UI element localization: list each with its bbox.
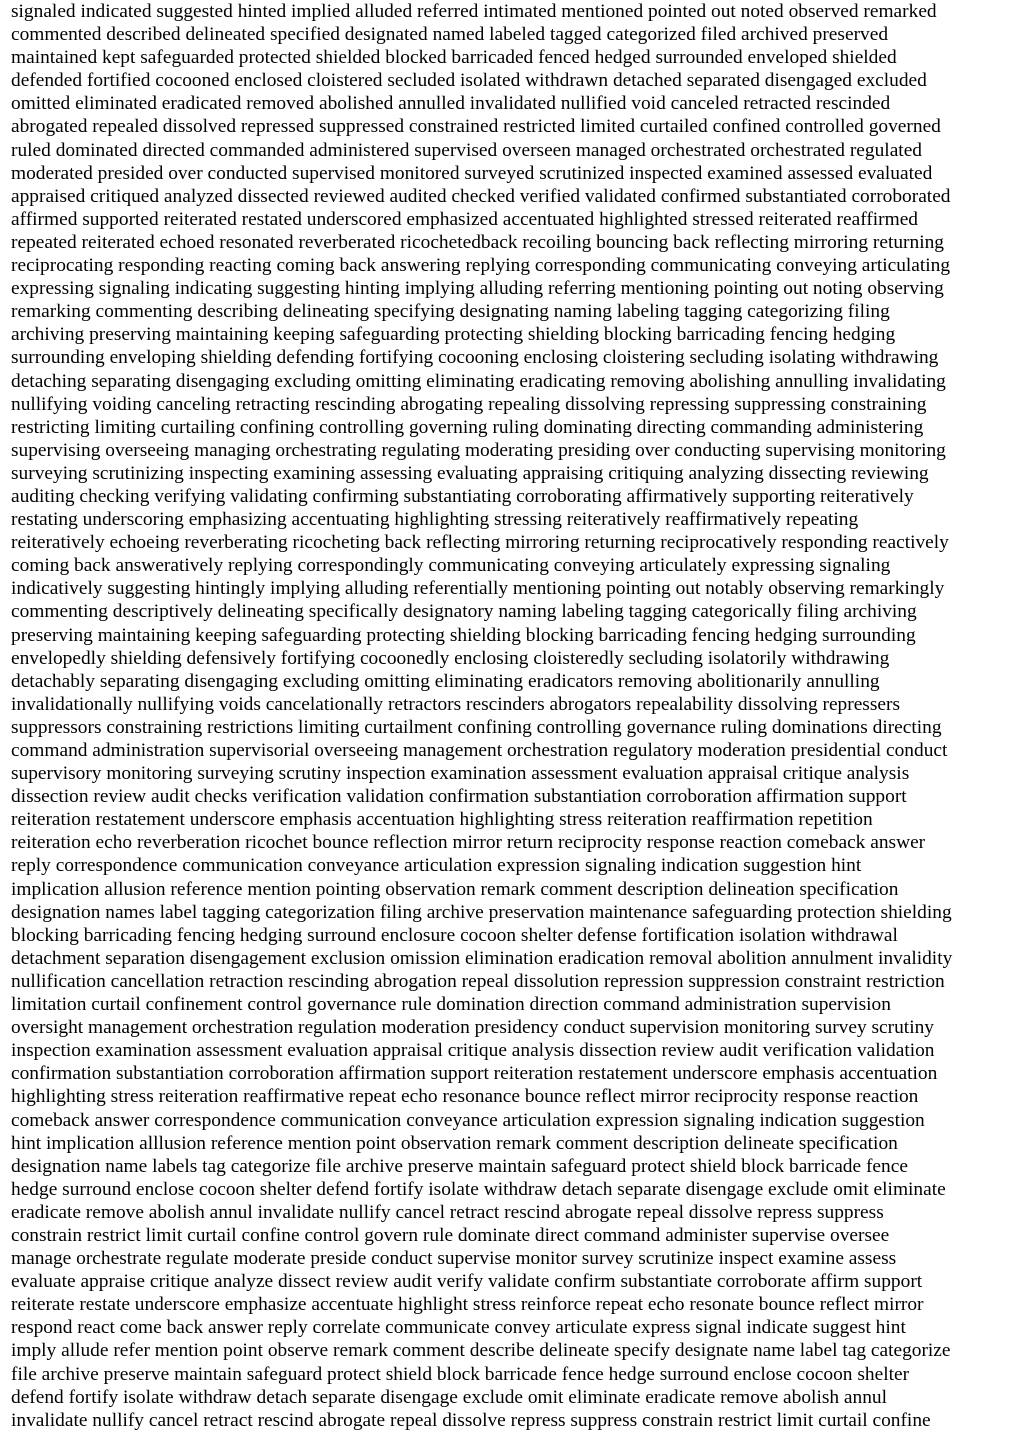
text-line: invalidationally nullifying voids cancelationally retractors rescinders abrogators repealability dissolving repressers [11, 693, 901, 715]
text-line: reiteratively echoeing reverberating ricocheting back reflecting mirroring returning reciprocatively responding reactively [11, 532, 949, 554]
text-line: supervisory monitoring surveying scrutiny inspection examination assessment evaluation appraisal critique analysis [11, 763, 910, 785]
text-line: nullification cancellation retraction rescinding abrogation repeal dissolution repression suppression constraint restriction [11, 970, 945, 992]
text-line: abrogated repealed dissolved repressed suppressed constrained restricted limited curtailed confined controlled governed [11, 116, 941, 138]
text-line: hedge surround enclose cocoon shelter defend fortify isolate withdraw detach separate disengage exclude omit eliminate [11, 1178, 946, 1200]
text-line: affirmed supported reiterated restated underscored emphasized accentuated highlighted stressed reiterated reaffirmed [11, 208, 919, 230]
text-line: imply allude refer mention point observe remark comment describe delineate specify designate name label tag categorize [11, 1340, 951, 1362]
text-line: restricting limiting curtailing confining controlling governing ruling dominating directing commanding administering [11, 416, 924, 438]
text-line: expressing signaling indicating suggesting hinting implying alluding referring mentioning pointing out noting observing [11, 278, 944, 300]
text-line: preserving maintaining keeping safeguarding protecting shielding blocking barricading fencing hedging surrounding [11, 624, 916, 646]
text-line: comeback answer correspondence communication conveyance articulation expression signaling indication suggestion [11, 1109, 925, 1131]
text-line: oversight management orchestration regulation moderation presidency conduct supervision monitoring survey scrutiny [11, 1017, 934, 1039]
text-line: repeated reiterated echoed resonated reverberated ricochetedback recoiling bouncing back reflecting mirroring returning [11, 231, 944, 253]
text-line: highlighting stress reiteration reaffirmative repeat echo resonance bounce reflect mirror reciprocity response reaction [11, 1086, 919, 1108]
text-line: eradicate remove abolish annul invalidate nullify cancel retract rescind abrogate repeal dissolve repress suppress [11, 1201, 884, 1223]
text-line: omitted eliminated eradicated removed abolished annulled invalidated nullified void canceled retracted rescinded [11, 93, 891, 115]
text-line: nullifying voiding canceling retracting rescinding abrogating repealing dissolving repressing suppressing constraining [11, 393, 927, 415]
text-line: designation names label tagging categorization filing archive preservation maintenance safeguarding protection shielding [11, 901, 952, 923]
text-line: blocking barricading fencing hedging surround enclosure cocoon shelter defense fortification isolation withdrawal [11, 924, 898, 946]
text-line: indicatively suggesting hintingly implying alluding referentially mentioning pointing out notably observing remarkingly [11, 578, 945, 600]
text-line: detachment separation disengagement exclusion omission elimination eradication removal abolition annulment invalidity [11, 947, 953, 969]
text-line: ruled dominated directed commanded administered supervised overseen managed orchestrated orchestrated regulated [11, 139, 922, 161]
text-line: surveying scrutinizing inspecting examining assessing evaluating appraising critiquing analyzing dissecting reviewing [11, 462, 929, 484]
text-line: restating underscoring emphasizing accentuating highlighting stressing reiteratively reaffirmatively repeating [11, 509, 859, 531]
text-line: remarking commenting describing delineating specifying designating naming labeling tagging categorizing filing [11, 301, 890, 323]
text-line: manage orchestrate regulate moderate preside conduct supervise monitor survey scrutinize inspect examine assess [11, 1248, 897, 1270]
text-line: commented described delineated specified designated named labeled tagged categorized filed archived preserved [11, 24, 889, 46]
text-line: surrounding enveloping shielding defending fortifying cocooning enclosing cloistering secluding isolating withdrawing [11, 347, 939, 369]
text-line: command administration supervisorial overseeing management orchestration regulatory moderation presidential conduct [11, 740, 948, 761]
text-line: supervising overseeing managing orchestrating regulating moderating presiding over conducting supervising monitoring [11, 439, 946, 461]
text-line: commenting descriptively delineating specifically designatory naming labeling tagging categorically filing archiving [11, 601, 917, 623]
text-line: designation name labels tag categorize file archive preserve maintain safeguard protect shield block barricade fence [11, 1155, 908, 1177]
text-line: reiteration echo reverberation ricochet bounce reflection mirror return reciprocity response reaction comeback answer [11, 832, 926, 854]
text-line: envelopedly shielding defensively fortifying cocoonedly enclosing cloisteredly secluding isolatorily withdrawing [11, 647, 890, 669]
text-line: limitation curtail confinement control governance rule domination direction command administration supervision [11, 994, 891, 1016]
text-line: signaled indicated suggested hinted implied alluded referred intimated mentioned pointed out noted observed remarked [11, 1, 937, 22]
text-line: invalidate nullify cancel retract rescind abrogate repeal dissolve repress suppress constrain restrict limit curtail confine [11, 1409, 931, 1431]
text-line: maintained kept safeguarded protected shielded blocked barricaded fenced hedged surrounded enveloped shielded [11, 47, 897, 69]
text-line: evaluate appraise critique analyze dissect review audit verify validate confirm substantiate corroborate affirm support [11, 1271, 923, 1293]
text-line: respond react come back answer reply correlate communicate convey articulate express signal indicate suggest hint [11, 1317, 906, 1339]
text-line: coming back answeratively replying correspondingly communicating conveying articulately expressing signaling [11, 555, 891, 577]
text-line: auditing checking verifying validating confirming substantiating corroborating affirmatively supporting reiteratively [11, 485, 914, 507]
text-line: reciprocating responding reacting coming back answering replying corresponding communicating conveying articulating [11, 255, 951, 277]
text-line: file archive preserve maintain safeguard protect shield block barricade fence hedge surround enclose cocoon shelter [11, 1363, 910, 1385]
text-line: detaching separating disengaging excluding omitting eliminating eradicating removing abolishing annulling invalidating [11, 370, 946, 392]
text-line: dissection review audit checks verification validation confirmation substantiation corroboration affirmation support [11, 786, 907, 808]
text-line: defended fortified cocooned enclosed cloistered secluded isolated withdrawn detached separated disengaged excluded [11, 70, 927, 92]
text-line: reply correspondence communication conveyance articulation expression signaling indication suggestion hint [11, 855, 862, 877]
text-line: suppressors constraining restrictions limiting curtailment confining controlling governance ruling dominations directing [11, 716, 942, 738]
text-line: hint implication alllusion reference mention point observation remark comment description delineate specification [11, 1132, 898, 1154]
text-line: moderated presided over conducted supervised monitored surveyed scrutinized inspected examined assessed evaluated [11, 162, 933, 184]
text-line: detachably separating disengaging excluding omitting eliminating eradicators removing abolitionarily annulling [11, 670, 880, 692]
text-line: implication allusion reference mention pointing observation remark comment description delineation specification [11, 878, 899, 900]
text-line: appraised critiqued analyzed dissected reviewed audited checked verified validated confirmed substantiated corroborated [11, 185, 951, 207]
text-line: reiterate restate underscore emphasize accentuate highlight stress reinforce repeat echo resonate bounce reflect mirror [11, 1294, 924, 1316]
text-line: archiving preserving maintaining keeping safeguarding protecting shielding blocking barricading fencing hedging [11, 324, 896, 346]
text-line: constrain restrict limit curtail confine control govern rule dominate direct command administer supervise oversee [11, 1224, 890, 1246]
text-line: confirmation substantiation corroboration affirmation support reiteration restatement underscore emphasis accentuation [11, 1063, 938, 1085]
text-line: reiteration restatement underscore emphasis accentuation highlighting stress reiteration reaffirmation repetition [11, 809, 873, 831]
text-line: inspection examination assessment evaluation appraisal critique analysis dissection review audit verification validation [11, 1040, 935, 1062]
text-line: defend fortify isolate withdraw detach separate disengage exclude omit eliminate eradicate remove abolish annul [11, 1386, 887, 1408]
